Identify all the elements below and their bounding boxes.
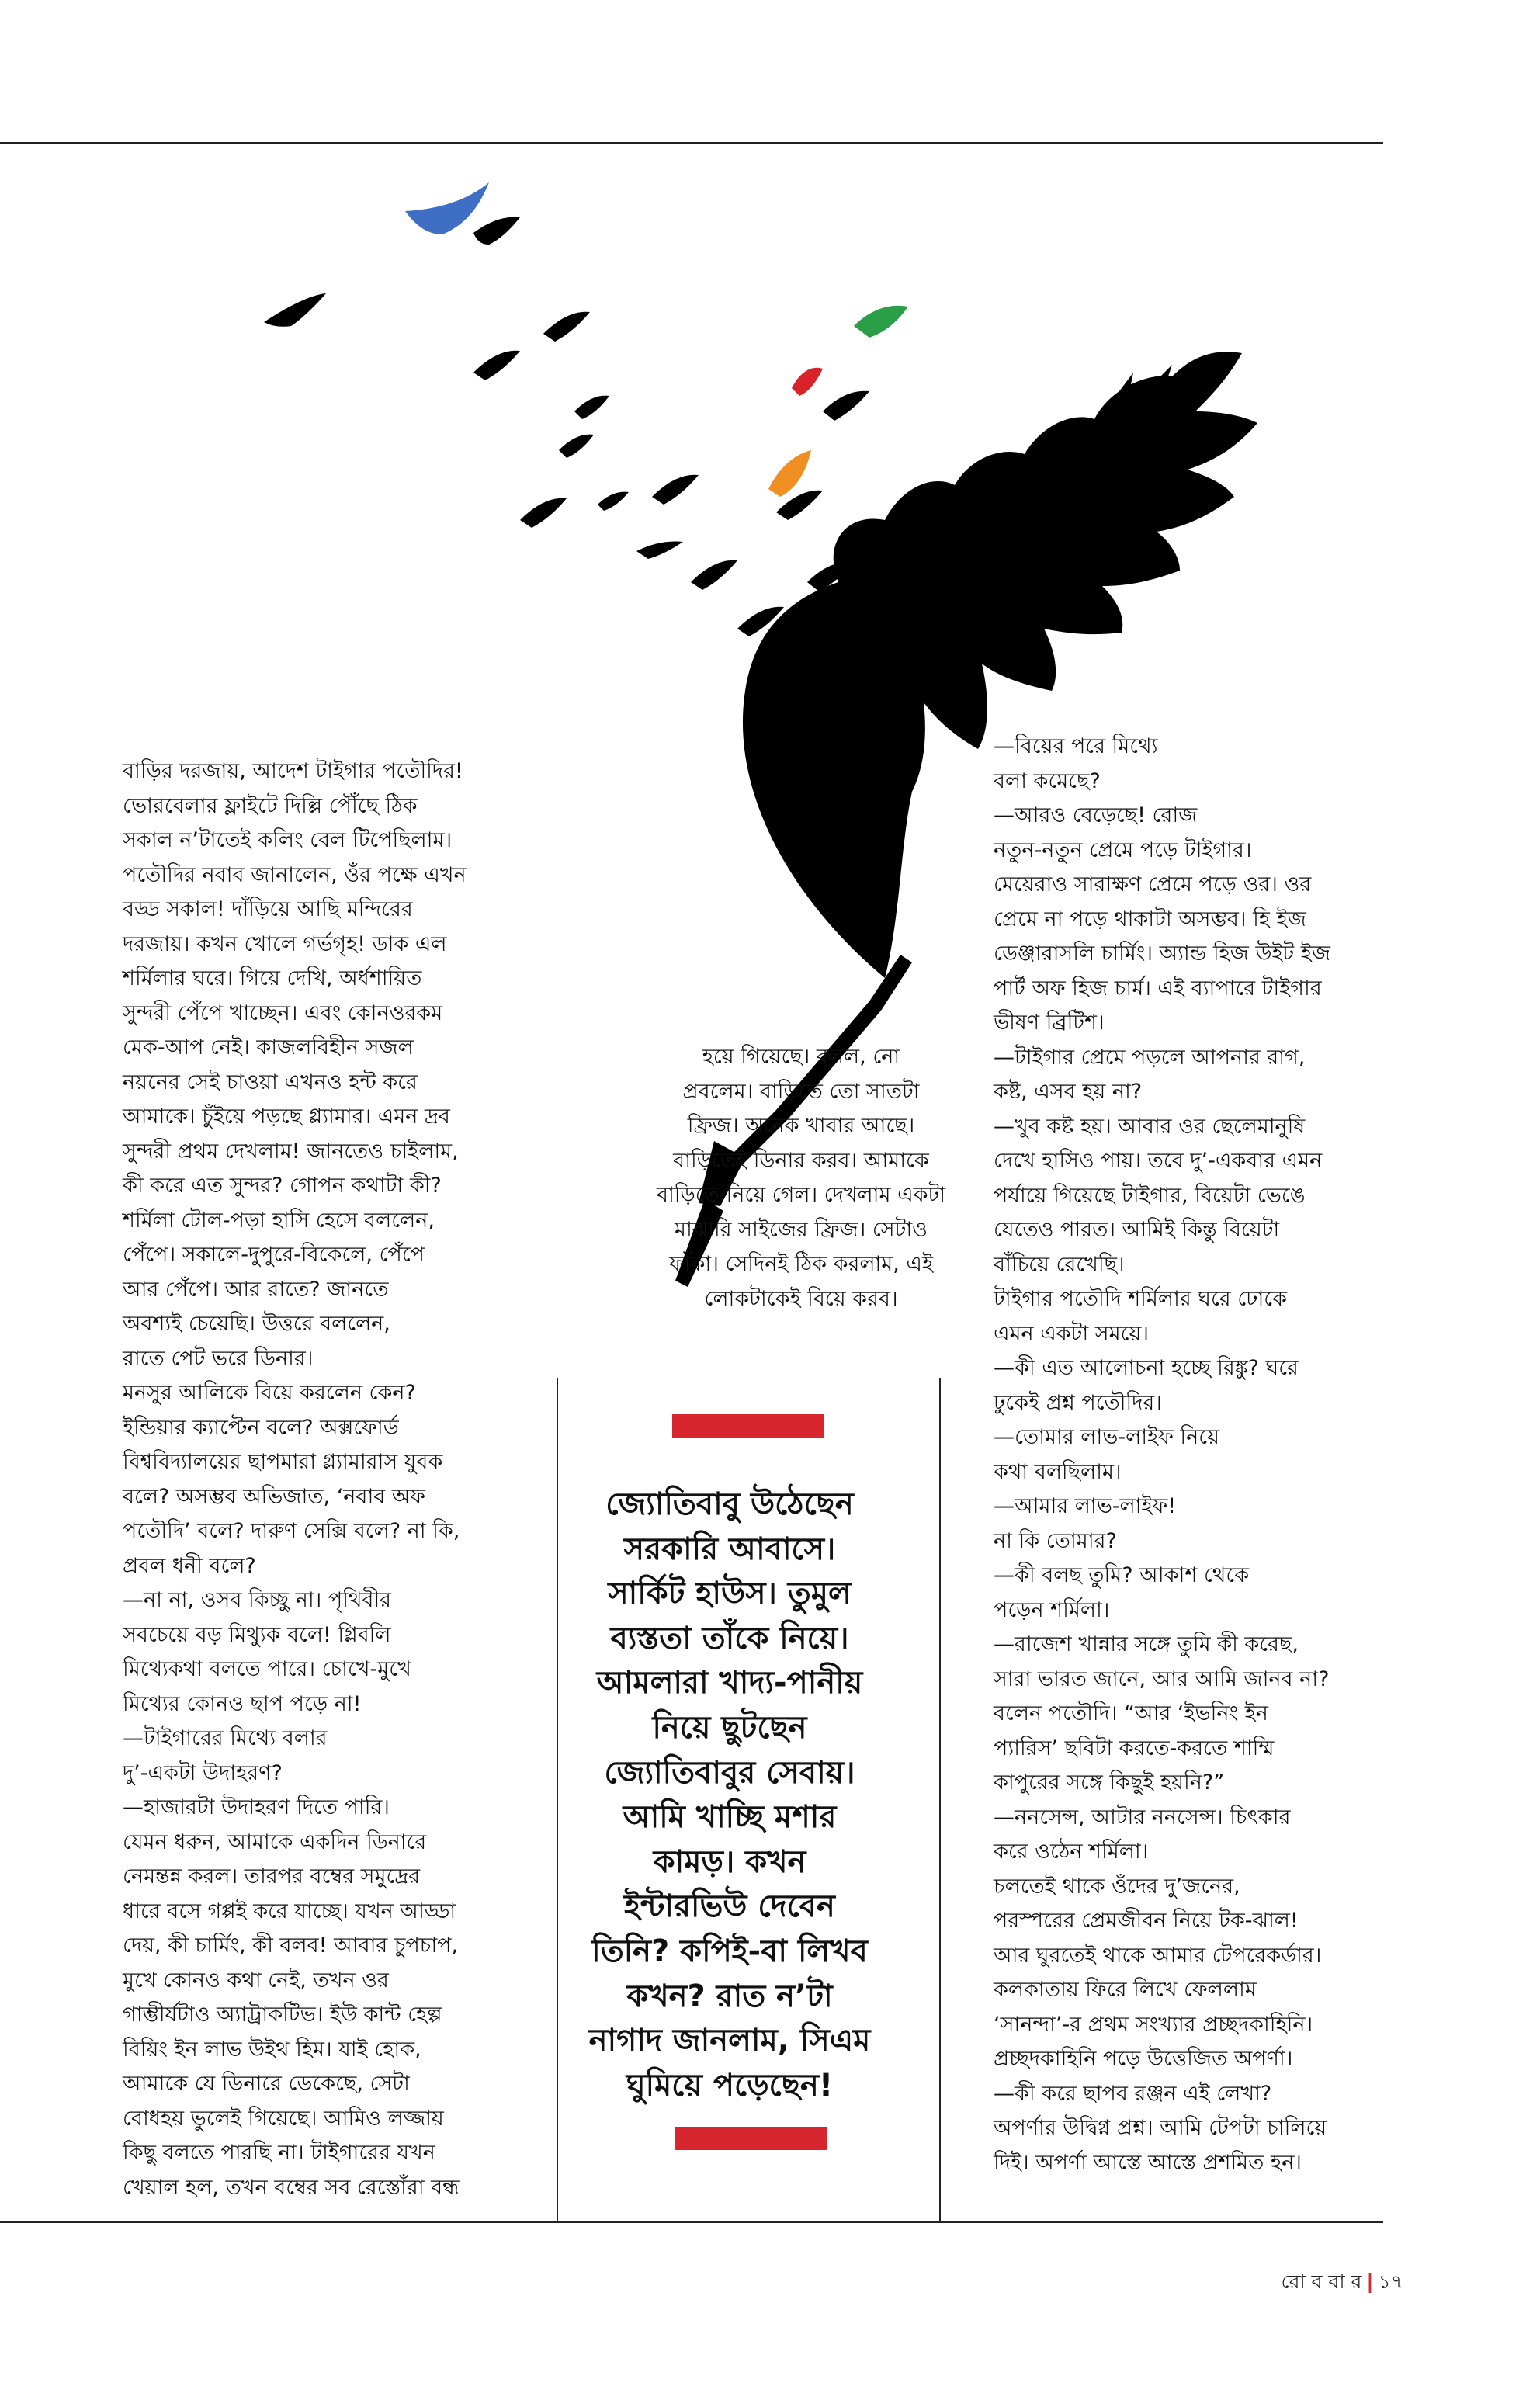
top-rule xyxy=(0,142,1383,144)
text-line: খেয়াল হল, তখন বম্বের সব রেস্তোঁরা বন্ধ xyxy=(123,2175,460,2200)
text-line: প্রচ্ছদকাহিনি পড়ে উত্তেজিত অপর্ণা। xyxy=(994,2047,1293,2071)
bottom-rule xyxy=(0,2221,1383,2223)
text-line: কষ্ট, এসব হয় না? xyxy=(994,1080,1143,1104)
magazine-name: রো ব বা র xyxy=(1281,2270,1362,2293)
text-line: প্রেমে না পড়ে থাকাটা অসম্ভব। হি ইজ xyxy=(994,907,1306,931)
text-line: মেয়েরাও সারাক্ষণ প্রেমে পড়ে ওর। ওর xyxy=(994,872,1312,897)
text-line: বাড়িতে নিয়ে গেল। দেখলাম একটা xyxy=(656,1183,946,1207)
text-line: লোকটাকেই বিয়ে করব। xyxy=(704,1286,898,1311)
text-line: আমাকে। চুঁইয়ে পড়ছে গ্ল্যামার। এমন দ্রব xyxy=(123,1105,450,1129)
pull-quote-line: তিনি? কপিই-বা লিখব xyxy=(591,1933,868,1969)
text-line: ঢুকেই প্রশ্ন পতৌদির। xyxy=(994,1390,1162,1415)
pull-quote-line: নাগাদ জানলাম, সিএম xyxy=(588,2023,871,2059)
text-line: —কী এত আলোচনা হচ্ছে রিঙ্কু? ঘরে xyxy=(994,1356,1299,1380)
text-line: মিথ্যের কোনও ছাপ পড়ে না! xyxy=(123,1691,362,1716)
text-line: পতৌদির নবাব জানালেন, ওঁর পক্ষে এখন xyxy=(123,862,467,887)
text-line: পতৌদি’ বলে? দারুণ সেক্সি বলে? না কি, xyxy=(123,1519,460,1543)
text-line: মুখে কোনও কথা নেই, তখন ওর xyxy=(123,1968,389,1992)
text-line: প্যারিস’ ছবিটা করতে-করতে শাম্মি xyxy=(994,1736,1275,1760)
text-line: প্রবল ধনী বলে? xyxy=(123,1553,256,1578)
text-line: —টাইগার প্রেমে পড়লে আপনার রাগ, xyxy=(994,1045,1306,1070)
text-line: দু’-একটা উদাহরণ? xyxy=(123,1760,283,1785)
pull-quote-line: ব্যস্ততা তাঁকে নিয়ে। xyxy=(610,1620,849,1656)
text-line: অবশ্যই চেয়েছি। উত্তরে বললেন, xyxy=(123,1312,390,1336)
pull-quote-line: সরকারি আবাসে। xyxy=(623,1531,836,1567)
text-line: বলা কমেছে? xyxy=(994,768,1101,793)
text-line: যেমন ধরুন, আমাকে একদিন ডিনারে xyxy=(123,1829,427,1854)
text-line: আর পেঁপে। আর রাতে? জানতে xyxy=(123,1277,389,1302)
left-column xyxy=(123,754,467,2205)
text-line: কথা বলছিলাম। xyxy=(994,1459,1122,1484)
text-line: দিই। অপর্ণা আস্তে আস্তে প্রশমিত হন। xyxy=(994,2150,1302,2175)
text-line: মাঝারি সাইজের ফ্রিজ। সেটাও xyxy=(674,1217,928,1242)
column-divider-left xyxy=(557,1378,558,2222)
text-line: হয়ে গিয়েছে। বলল, নো xyxy=(702,1045,900,1069)
pull-quote-line: কখন? রাত ন’টা xyxy=(626,1978,833,2014)
text-line: গাম্ভীর্যটাও অ্যাট্রাকটিভ। ইউ কান্ট হেল্প xyxy=(123,2003,442,2027)
text-line: —রাজেশ খান্নার সঙ্গে তুমি কী করেছ, xyxy=(994,1632,1299,1656)
text-line: ফাঁকা। সেদিনই ঠিক করলাম, এই xyxy=(668,1252,934,1276)
text-line: যেতেও পারত। আমিই কিন্তু বিয়েটা xyxy=(994,1218,1280,1242)
right-column xyxy=(994,730,1330,2180)
pull-quote-line: আমলারা খাদ্য-পানীয় xyxy=(596,1665,863,1701)
text-line: বলেন পতৌদি। “আর ‘ইভনিং ইন xyxy=(994,1701,1268,1725)
text-line: মনসুর আলিকে বিয়ে করলেন কেন? xyxy=(123,1381,416,1405)
page-footer xyxy=(1282,2266,1403,2300)
page-number: ১৭ xyxy=(1378,2270,1403,2293)
text-line: কী করে এত সুন্দর? গোপন কথাটা কী? xyxy=(123,1174,442,1198)
text-line: বিয়িং ইন লাভ উইথ হিম। যাই হোক, xyxy=(123,2037,421,2062)
text-line: শর্মিলা টোল-পড়া হাসি হেসে বললেন, xyxy=(123,1208,435,1233)
text-line: মেক-আপ নেই। কাজলবিহীন সজল xyxy=(123,1035,414,1060)
text-line: বলে? অসম্ভব অভিজাত, ‘নবাব অফ xyxy=(123,1484,426,1509)
column-divider-right xyxy=(939,1378,941,2222)
text-line: দেখে হাসিও পায়। তবে দু’-একবার এমন xyxy=(994,1149,1323,1173)
text-line: —না না, ওসব কিচ্ছু না। পৃথিবীর xyxy=(123,1588,392,1612)
text-line: —ননসেন্স, আটার ননসেন্স। চিৎকার xyxy=(994,1805,1291,1829)
text-line: সকাল ন’টাতেই কলিং বেল টিপেছিলাম। xyxy=(123,828,453,852)
text-line: কাপুরের সঙ্গে কিছুই হয়নি?” xyxy=(994,1770,1225,1795)
text-line: ফ্রিজ। অনেক খাবার আছে। xyxy=(687,1114,915,1138)
text-line: আর ঘুরতেই থাকে আমার টেপরেকর্ডার। xyxy=(994,1943,1322,1968)
text-line: —তোমার লাভ-লাইফ নিয়ে xyxy=(994,1425,1220,1449)
pull-quote-line: নিয়ে ছুটছেন xyxy=(652,1709,807,1746)
text-line: বোধহয় ভুলেই গিয়েছে। আমিও লজ্জায় xyxy=(123,2106,444,2131)
text-line: —কী বলছ তুমি? আকাশ থেকে xyxy=(994,1563,1250,1587)
text-line: সুন্দরী প্রথম দেখলাম! জানতেও চাইলাম, xyxy=(123,1139,459,1164)
text-line: ভোরবেলার ফ্লাইটে দিল্লি পৌঁছে ঠিক xyxy=(123,793,418,818)
text-line: বিশ্ববিদ্যালয়ের ছাপমারা গ্ল্যামারাস যুবক xyxy=(123,1450,443,1474)
footer-separator: | xyxy=(1366,2270,1374,2293)
text-line: আমাকে যে ডিনারে ডেকেছে, সেটা xyxy=(123,2072,410,2096)
text-line: করে ওঠেন শর্মিলা। xyxy=(994,1840,1149,1864)
pull-quote-bottom-bar xyxy=(675,2127,827,2150)
pull-quote-line: ইন্টারভিউ দেবেন xyxy=(624,1888,835,1925)
pull-quote-line: জ্যোতিবাবুর সেবায়। xyxy=(604,1754,855,1791)
pull-quote-line: কামড়। কখন xyxy=(653,1843,806,1880)
text-line: ধারে বসে গপ্পই করে যাচ্ছে। যখন আড্ডা xyxy=(123,1899,456,1923)
text-line: পড়েন শর্মিলা। xyxy=(994,1597,1110,1622)
pull-quote-line: ঘুমিয়ে পড়েছেন! xyxy=(626,2067,834,2103)
text-line: দেয়, কী চার্মিং, কী বলব! আবার চুপচাপ, xyxy=(123,1933,459,1958)
middle-column xyxy=(599,1040,1003,1316)
text-line: —খুব কষ্ট হয়। আবার ওর ছেলেমানুষি xyxy=(994,1114,1306,1139)
text-line: শর্মিলার ঘরে। গিয়ে দেখি, অর্ধশায়িত xyxy=(123,966,422,990)
text-line: নয়নের সেই চাওয়া এখনও হন্ট করে xyxy=(123,1070,418,1094)
text-line: চলতেই থাকে ওঁদের দু’জনের, xyxy=(994,1874,1240,1899)
pull-quote-line: জ্যোতিবাবু উঠেছেন xyxy=(605,1486,854,1522)
text-line: না কি তোমার? xyxy=(994,1528,1117,1553)
text-line: পর্যায়ে গিয়েছে টাইগার, বিয়েটা ভেঙে xyxy=(994,1183,1306,1208)
text-line: পরস্পরের প্রেমজীবন নিয়ে টক-ঝাল! xyxy=(994,1909,1299,1933)
text-line: ডেঞ্জারাসলি চার্মিং। অ্যান্ড হিজ উইট ইজ xyxy=(994,942,1331,966)
pull-quote-line: আমি খাচ্ছি মশার xyxy=(623,1799,837,1836)
text-line: রাতে পেট ভরে ডিনার। xyxy=(123,1346,314,1371)
text-line: প্রবলেম। বাড়িতে তো সাতটা xyxy=(682,1079,920,1104)
text-line: বাঁচিয়ে রেখেছি। xyxy=(994,1252,1125,1277)
text-line: —আরও বেড়েছে! রোজ xyxy=(994,803,1198,827)
text-line: ‘সানন্দা’-র প্রথম সংখ্যার প্রচ্ছদকাহিনি। xyxy=(994,2012,1313,2037)
text-line: —টাইগারের মিথ্যে বলার xyxy=(123,1726,328,1750)
text-line: পার্ট অফ হিজ চার্ম। এই ব্যাপারে টাইগার xyxy=(994,976,1322,1001)
text-line: ভীষণ ব্রিটিশ। xyxy=(994,1011,1105,1035)
text-line: দরজায়। কখন খোলে গর্ভগৃহ! ডাক এল xyxy=(123,931,447,956)
text-line: বাড়িতেই ডিনার করব। আমাকে xyxy=(673,1148,929,1173)
text-line: ইন্ডিয়ার ক্যাপ্টেন বলে? অক্সফোর্ড xyxy=(123,1415,399,1440)
text-line: বাড়ির দরজায়, আদেশ টাইগার পতৌদির! xyxy=(123,759,463,783)
text-line: —বিয়ের পরে মিথ্যে xyxy=(994,734,1158,758)
text-line: পেঁপে। সকালে-দুপুরে-বিকেলে, পেঁপে xyxy=(123,1243,425,1267)
text-line: অপর্ণার উদ্বিগ্ন প্রশ্ন। আমি টেপটা চালিয়ে xyxy=(994,2116,1327,2140)
text-line: —কী করে ছাপব রঞ্জন এই লেখা? xyxy=(994,2081,1272,2106)
text-line: সবচেয়ে বড় মিথ্যুক বলে! গ্লিবলি xyxy=(123,1622,391,1647)
text-line: টাইগার পতৌদি শর্মিলার ঘরে ঢোকে xyxy=(994,1287,1288,1311)
text-line: নেমন্তন্ন করল। তারপর বম্বের সমুদ্রের xyxy=(123,1864,421,1888)
text-line: —হাজারটা উদাহরণ দিতে পারি। xyxy=(123,1795,390,1819)
text-line: সুন্দরী পেঁপে খাচ্ছেন। এবং কোনওরকম xyxy=(123,1001,443,1025)
text-line: বড্ড সকাল! দাঁড়িয়ে আছি মন্দিরের xyxy=(123,897,413,921)
text-line: —আমার লাভ-লাইফ! xyxy=(994,1494,1177,1518)
pull-quote-top-bar xyxy=(672,1414,824,1438)
text-line: মিথ্যেকথা বলতে পারে। চোখে-মুখে xyxy=(123,1657,411,1681)
pull-quote xyxy=(559,1483,900,2108)
text-line: কলকাতায় ফিরে লিখে ফেললাম xyxy=(994,1978,1257,2002)
text-line: কিছু বলতে পারছি না। টাইগারের যখন xyxy=(123,2141,435,2165)
text-line: নতুন-নতুন প্রেমে পড়ে টাইগার। xyxy=(994,838,1252,862)
text-line: সারা ভারত জানে, আর আমি জানব না? xyxy=(994,1666,1330,1691)
text-line: এমন একটা সময়ে। xyxy=(994,1321,1150,1346)
pull-quote-line: সার্কিট হাউস। তুমুল xyxy=(608,1576,852,1612)
